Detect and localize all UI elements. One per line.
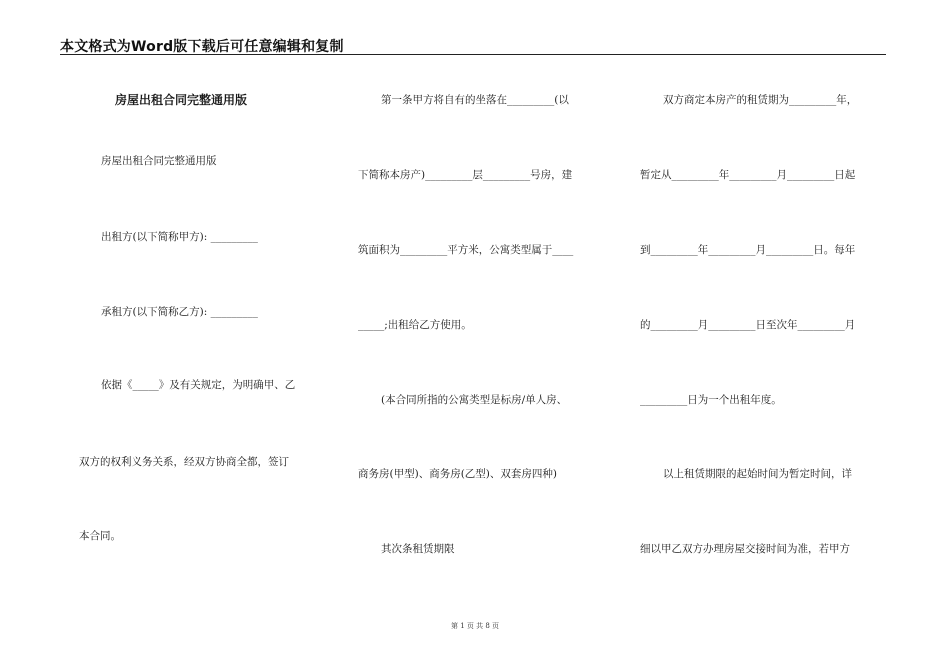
text-line: 暂定从_________年_________月_________日起 xyxy=(640,169,856,181)
text-line: 下简称本房产)_________层_________号房，建 xyxy=(358,169,573,181)
text-line: 细以甲乙双方办理房屋交接时间为准，若甲方 xyxy=(640,543,850,555)
header-rule xyxy=(60,54,886,55)
text-line: 双方的权利义务关系，经双方协商全都，签订 xyxy=(79,456,289,468)
document-title: 房屋出租合同完整通用版 xyxy=(115,93,248,107)
text-line: 的_________月_________日至次年_________月 xyxy=(640,319,856,331)
text-line: 到_________年_________月_________日。每年 xyxy=(640,244,856,256)
text-line: 本合同。 xyxy=(79,530,121,542)
text-line: (本合同所指的公寓类型是标房/单人房、 xyxy=(381,394,568,406)
page-number: 第 1 页 共 8 页 xyxy=(450,622,500,630)
text-line: _________日为一个出租年度。 xyxy=(640,394,782,406)
text-line: 房屋出租合同完整通用版 xyxy=(101,155,217,167)
document-banner: 本文格式为Word版下载后可任意编辑和复制 xyxy=(60,39,344,55)
text-line: _____;出租给乙方使用。 xyxy=(358,319,472,331)
text-line: 筑面积为_________平方米，公寓类型属于____ xyxy=(358,244,574,256)
text-line: 出租方(以下简称甲方): _________ xyxy=(101,231,258,243)
text-line: 依据《_____》及有关规定，为明确甲、乙 xyxy=(101,379,296,391)
text-line: 双方商定本房产的租赁期为_________年， xyxy=(663,94,858,106)
text-line: 商务房(甲型)、商务房(乙型)、双套房四种) xyxy=(358,468,557,480)
text-line: 其次条租赁期限 xyxy=(381,543,455,555)
text-line: 第一条甲方将自有的坐落在_________(以 xyxy=(381,94,569,106)
text-line: 以上租赁期限的起始时间为暂定时间，详 xyxy=(663,468,852,480)
text-line: 承租方(以下简称乙方): _________ xyxy=(101,306,258,318)
